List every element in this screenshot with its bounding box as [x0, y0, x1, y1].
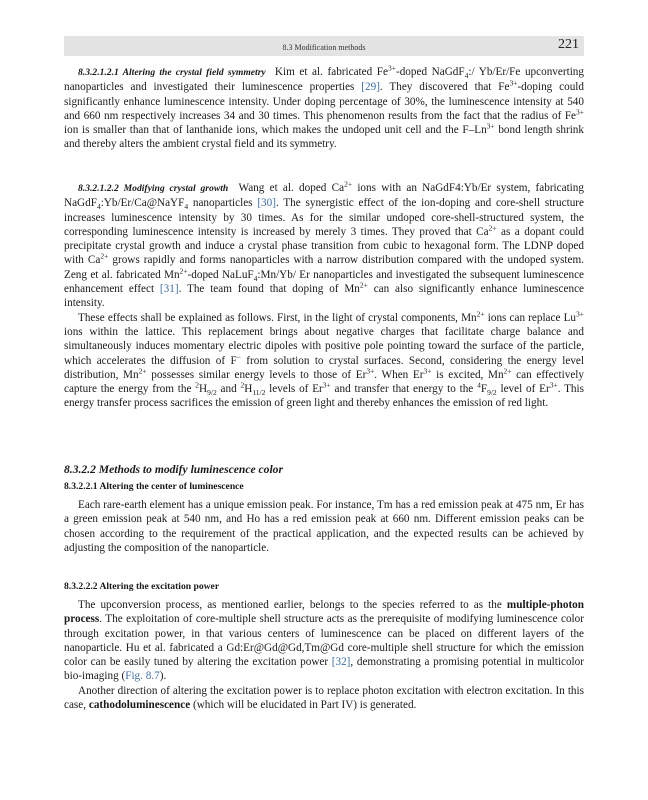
citation-link[interactable]: [30]	[257, 197, 276, 210]
citation-link[interactable]: [29]	[361, 81, 380, 94]
paragraph: Another direction of altering the excitation power is to replace photon excitation with electron excitation. In this case, cathodoluminescence (which will be elucidated in Part IV) is generated.	[64, 684, 584, 712]
citation-link[interactable]: [32]	[331, 656, 351, 669]
citation-link[interactable]: [31]	[159, 283, 179, 296]
paragraph: 8.3.2.1.2.2 Modifying crystal growth Wang et al. doped $Ca^{2+}$ ions with an NaGdF4:Yb/Er system, fabricating NaGdF$_4$:Yb/Er/Ca@NaYF$_4$ nanoparticles [30]. The synergistic effect of the ion-doping and core-shell structure increases luminescence intensity by 30 times. As for the similar undoped core-shell-structured system, the corresponding luminescence intensity is increased by merely 3 times. They proved that $Ca^{2+}$ as a dopant could precipitate crystal growth and induce a crystal phase transition from cubic to hexagonal form. The LDNP doped with $Ca^{2+}$ grows rapidly and forms nanoparticles with a narrow distribution compared with the undoped system. Zeng et al. fabricated $Mn^{2+}$-doped NaLuF$_4$:Mn/Yb/ Er nanoparticles and investigated the subsequent luminescence enhancement effect [31]. The team found that doping of $Mn^{2+}$ can also significantly enhance luminescence intensity.	[64, 179, 585, 310]
section-luminescence-color	[64, 462, 584, 555]
subsection-heading: 8.3.2.1.2.1 Altering the crystal field symmetry	[78, 67, 266, 78]
key-term: multiple-photon process	[64, 599, 584, 626]
section-heading: 8.3.2.2 Methods to modify luminescence color	[64, 463, 283, 476]
paragraph: 8.3.2.1.2.1 Altering the crystal field symmetry Kim et al. fabricated $Fe^{3+}$-doped NaGdF$_4$:/ Yb/Er/Fe upconverting nanoparticles and investigated their luminescence properties [29]. They discovered that $Fe^{3+}$-doping could significantly enhance luminescence intensity. Under doping percentage of 30%, the luminescence intensity at 540 and 660 nm respectively increases 34 and 30 times. This phenomenon results from the fact that the radius of $Fe^{3+}$ ion is smaller than that of lanthanide ions, which makes the undoped unit cell and the $F-Ln^{3+}$ bond length shrink and thereby alters the ambient crystal field and its symmetry.	[64, 63, 584, 151]
section-crystal-field	[64, 65, 584, 152]
paragraph: The upconversion process, as mentioned earlier, belongs to the species referred to as the multiple-photon process. The exploitation of core-multiple shell structure acts as the prerequisite of modifying luminescence color through excitation power, in that various centers of luminescence can be placed on different layers of the nanoparticle. Hu et al. fabricated a Gd:Er@Gd@Gd,Tm@Gd core-multiple shell structure for which the emission color can be easily tuned by altering the excitation power [32], demonstrating a promising potential in multicolor bio-imaging (Fig. 8.7).	[64, 599, 584, 683]
page-number: 221	[558, 37, 579, 52]
paragraph: These effects shall be explained as follows. First, in the light of crystal components, $Mn^{2+}$ ions can replace $Lu^{3+}$ ions within the lattice. This replacement brings about negative charges that facilitate charge balance and simultaneously induces momentary electric dipoles with positive pole pointing toward the surface of the particle, which accelerates the diffusion of F− from solution to crystal surfaces. Second, considering the energy level distribution, $Mn^{2+}$ possesses similar energy levels to those of $Er^{3+}$. When $Er^{3+}$ is excited, $Mn^{2+}$ can effectively capture the energy from the $^2H_{9/2}$ and $^2H_{11/2}$ levels of $Er^{3+}$ and transfer that energy to the $^4F_{9/2}$ level of $Er^{3+}$. This energy transfer process sacrifices the emission of green light and thereby enhances the emission of red light.	[64, 308, 584, 410]
subsection-heading: 8.3.2.1.2.2 Modifying crystal growth	[78, 183, 229, 194]
figure-link[interactable]: Fig. 8.7	[125, 670, 160, 683]
key-term: cathodoluminescence	[88, 699, 191, 712]
subsection-heading: 8.3.2.2.2 Altering the excitation power	[64, 581, 220, 592]
running-header-section: 8.3 Modification methods	[282, 43, 366, 52]
section-excitation-power	[64, 580, 584, 712]
paragraph: Each rare-earth element has a unique emission peak. For instance, Tm has a red emission peak at 475 nm, Er has a green emission peak at 540 nm, and Ho has a red emission peak at 660 nm. Different emission peaks can be chosen according to the requirement of the practical application, and the expected results can be achieved by adjusting the composition of the nanoparticle.	[64, 499, 584, 554]
section-crystal-growth	[64, 181, 584, 411]
subsection-heading: 8.3.2.2.1 Altering the center of luminescence	[64, 481, 244, 492]
